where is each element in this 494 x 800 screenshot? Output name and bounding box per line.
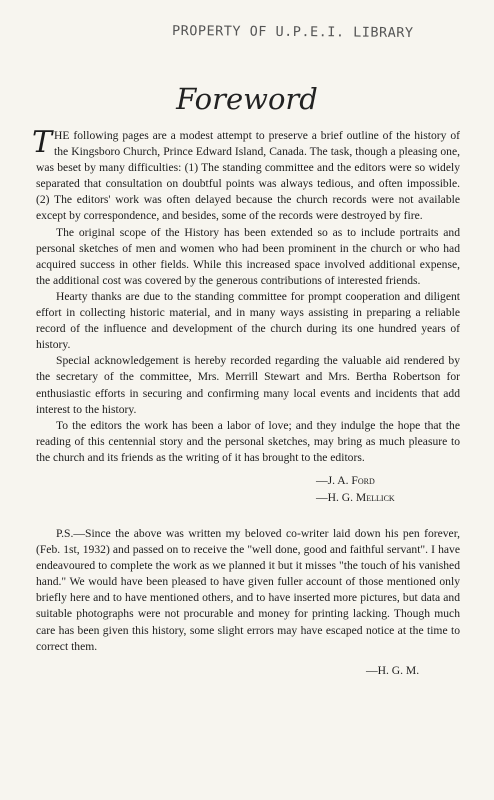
paragraph-1-text: HE following pages are a modest attempt to preserve a brief outline of the history of the Kingsboro Church, Prince Edward Island, Canada. The task, though a pleasing one, was beset by many difficulties: (1) The standing committee and the editors were so widely separated that consultation on doubtful points was always tedious, and often impossible. (2) The editors' work was often delayed because the church records were not available except by correspondence, and besides, some of the records were destroyed by fire. <box>36 129 460 223</box>
paragraph-1 <box>32 125 460 225</box>
paragraph-3: Hearty thanks are due to the standing committee for prompt cooperation and diligent effort in collecting historic material, and in many ways assisting in preparing a reliable record of the influence and development of the church during its one hundred years of history. <box>36 289 460 352</box>
paragraph-4: Special acknowledgement is hereby recorded regarding the valuable aid rendered by the secretary of the committee, Mrs. Merrill Stewart and Mrs. Bertha Robertson for enthusiastic efforts in securing and confirming many local events and incidents that add interest to the history. <box>36 354 460 416</box>
paragraph-2: The original scope of the History has been extended so as to include portraits and personal sketches of men and women who had been prominent in the church or who had acquired success in other fields. While this increased space involved additional expense, the additional cost was covered by the generous contributions of interested friends. <box>36 225 460 287</box>
signature-ford: —J. A. Ford <box>316 473 375 487</box>
drop-cap: T <box>32 125 53 160</box>
signature-mellick: —H. G. Mellick <box>316 490 395 504</box>
foreword-body <box>32 125 460 679</box>
postscript-signature: —H. G. M. <box>366 663 420 677</box>
library-stamp: PROPERTY OF U.P.E.I. LIBRARY <box>171 22 414 42</box>
signature-block <box>36 472 460 506</box>
postscript: P.S.—Since the above was written my beloved co-writer laid down his pen forever, (Feb. 1st, 1932) and passed on to receive the "well done, good and faithful servant". I have endeavoured to complete the work as we planned it but it misses "the touch of his vanished hand." We would have been pleased to have given fuller account of those mentioned only briefly here and to have mentioned others, and to have inserted more pictures, but data and suitable photographs were not procurable and money for printing lacking. Though much care has been given this history, some slight errors may have escaped notice at the time to correct them. <box>36 526 460 653</box>
paragraph-5: To the editors the work has been a labor of love; and they indulge the hope that the reading of this centennial story and the personal sketches, may bring as much pleasure to the church and its friends as the writing of it has brought to the editors. <box>36 418 460 464</box>
page-title: Foreword <box>176 82 318 116</box>
